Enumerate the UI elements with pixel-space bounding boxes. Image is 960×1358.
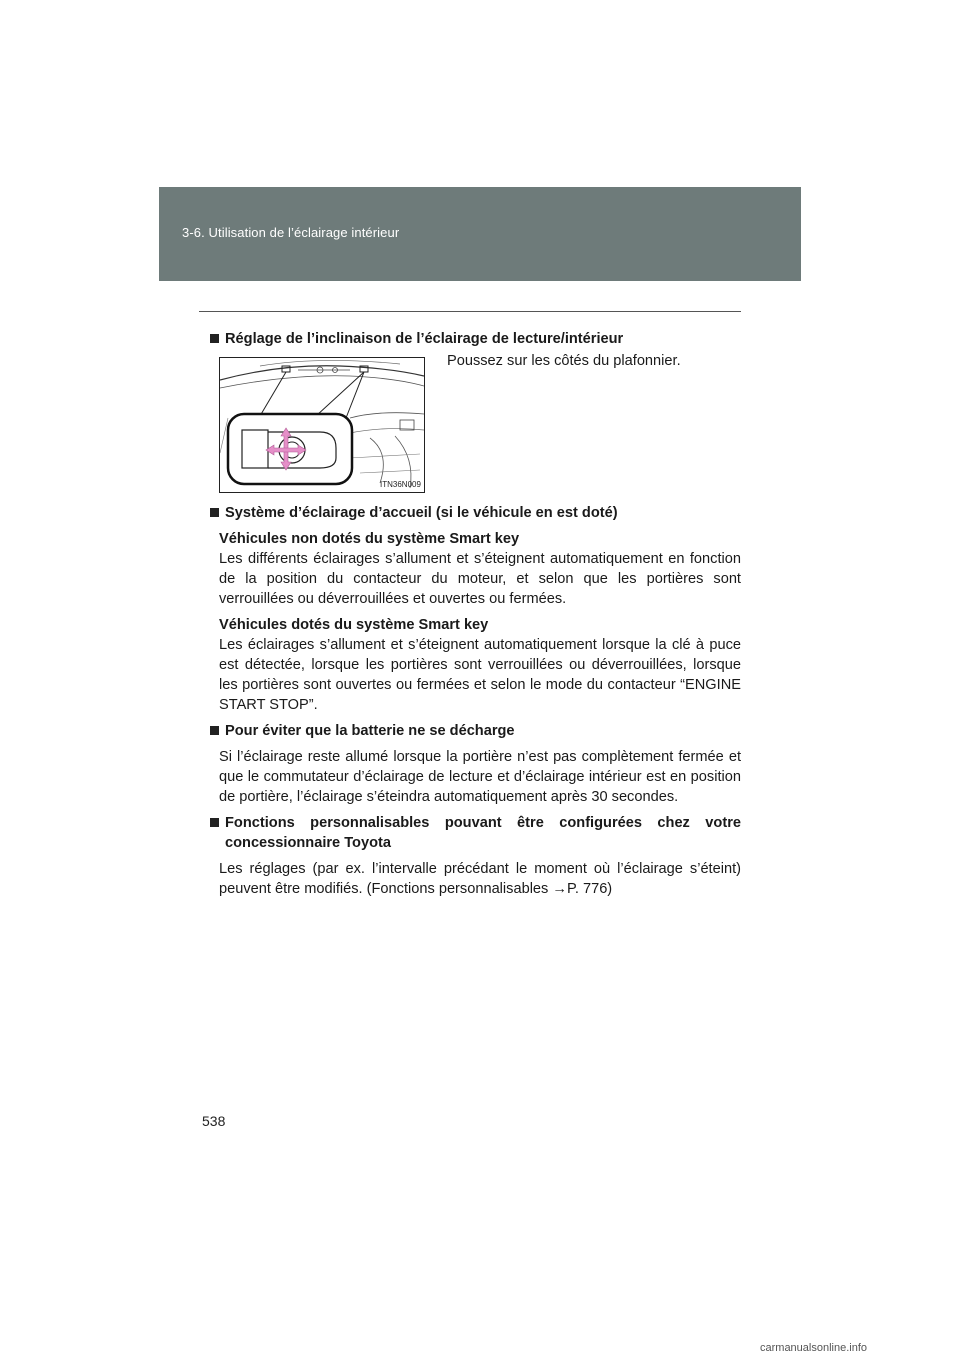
custom-heading: Fonctions personnalisables pouvant être configurées chez votre concessionnaire Toyota bbox=[208, 813, 741, 853]
tilt-instruction: Poussez sur les côtés du plafonnier. bbox=[447, 353, 681, 369]
header-band bbox=[159, 187, 801, 281]
battery-paragraph: Si l’éclairage reste allumé lorsque la portière n’est pas complètement fermée et que le commutateur d’éclairage de lecture et d’éclairage intérieur est en position de portière, l’éclairage s’éteindra automatiquement après 30 secondes. bbox=[219, 749, 741, 805]
battery-heading: Pour éviter que la batterie ne se décharge bbox=[208, 721, 741, 741]
tilt-heading: Réglage de l’inclinaison de l’éclairage de lecture/intérieur bbox=[208, 329, 741, 349]
bullet-square-icon bbox=[210, 334, 219, 343]
welcome-paragraph-smart-key: Les éclairages s’allument et s’éteignent automatiquement lorsque la clé à puce est détectée, lorsque les portières sont verrouillées ou déverrouillées, lorsque les portières sont ouvertes ou fermées et selon le mode du contacteur “ENGINE START STOP”. bbox=[219, 637, 741, 713]
header-divider bbox=[199, 311, 741, 312]
bullet-square-icon bbox=[210, 508, 219, 517]
ceiling-light-drawing bbox=[220, 358, 424, 492]
custom-paragraph: Les réglages (par ex. l’intervalle précédant le moment où l’éclairage s’éteint) peuvent être modifiés. (Fonctions personnalisables →P. 776) bbox=[219, 861, 741, 897]
page-content bbox=[208, 329, 741, 899]
watermark: carmanualsonline.info bbox=[760, 1342, 868, 1354]
page-number: 538 bbox=[202, 1113, 226, 1129]
figure-code: ITN36N009 bbox=[380, 480, 421, 489]
welcome-heading: Système d’éclairage d’accueil (si le véhicule en est doté) bbox=[208, 503, 741, 523]
tilt-figure-row bbox=[208, 353, 741, 493]
bullet-square-icon bbox=[210, 818, 219, 827]
welcome-subheading-smart-key: Véhicules dotés du système Smart key bbox=[219, 617, 489, 633]
bullet-square-icon bbox=[210, 726, 219, 735]
section-title: 3-6. Utilisation de l’éclairage intérieur bbox=[182, 225, 400, 240]
welcome-paragraph-no-smart-key: Les différents éclairages s’allument et s’éteignent automatiquement en fonction de la position du contacteur du moteur, et selon que les portières sont verrouillées ou déverrouillées et ouvertes ou fermées. bbox=[219, 551, 741, 607]
welcome-subheading-no-smart-key: Véhicules non dotés du système Smart key bbox=[219, 531, 520, 547]
ceiling-light-illustration bbox=[219, 357, 425, 493]
